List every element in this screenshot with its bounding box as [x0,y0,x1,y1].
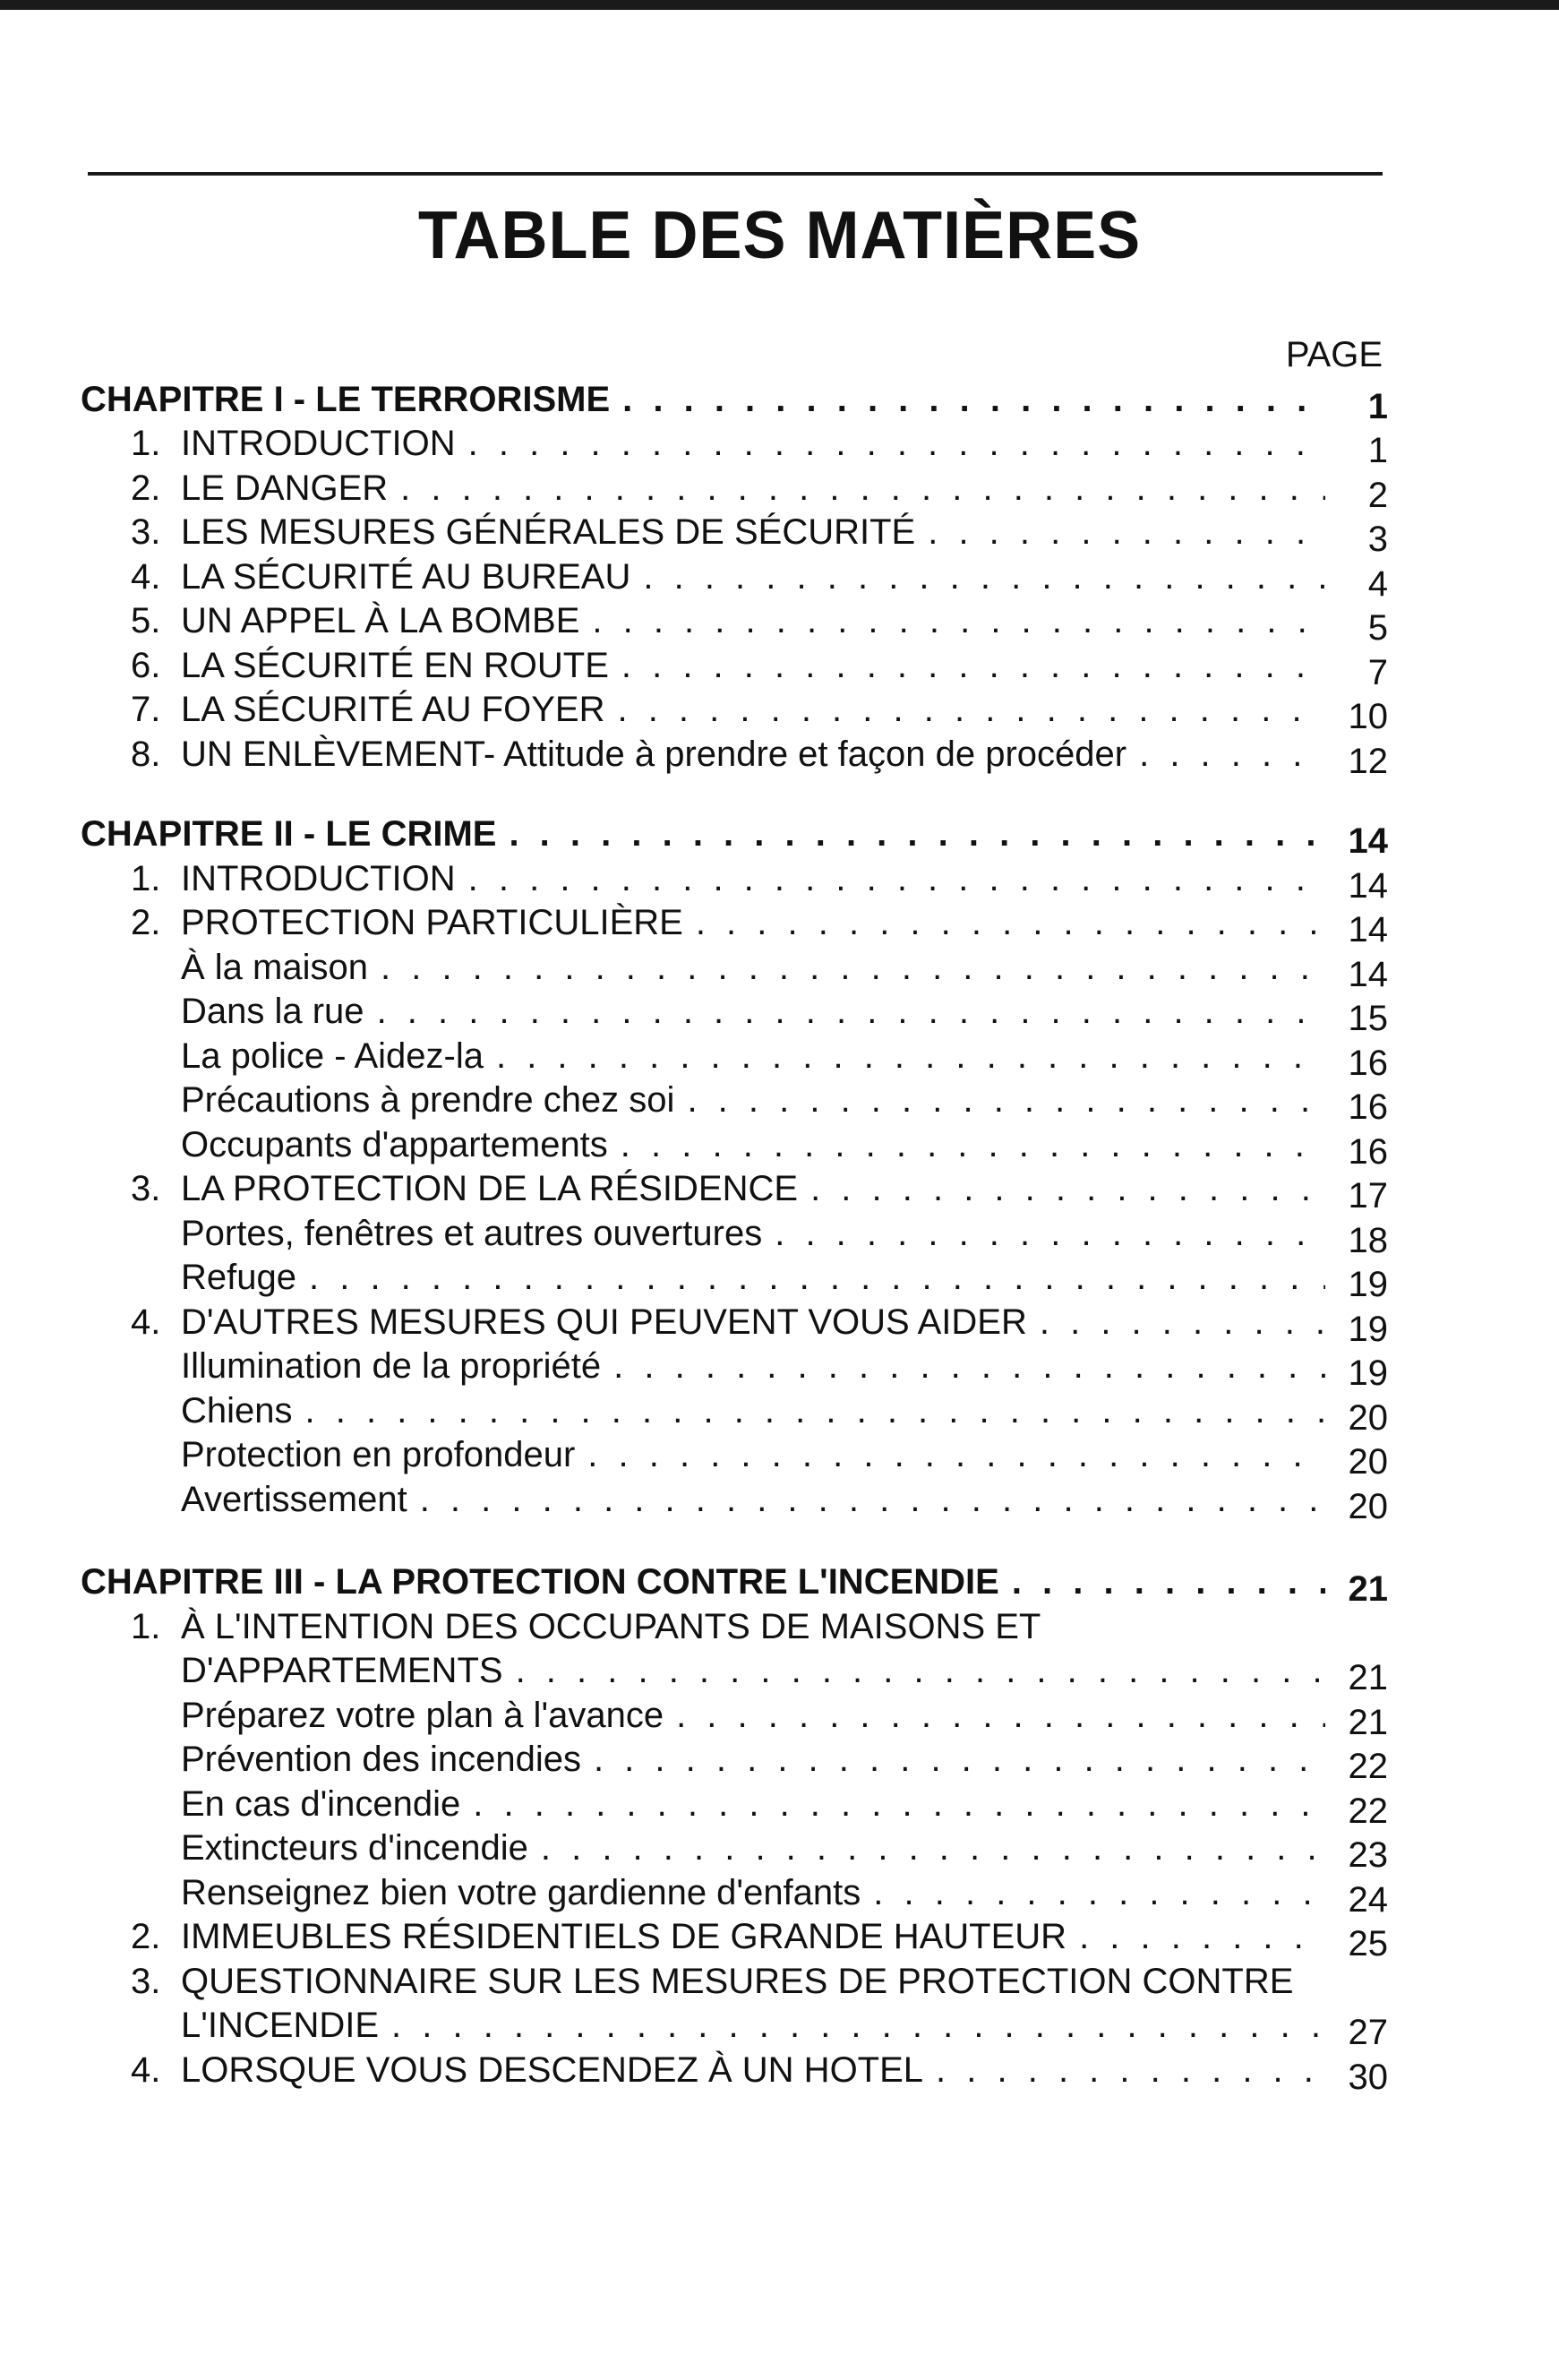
toc-entry-row[interactable] [81,857,1388,906]
entry-title: LA SÉCURITÉ AU BUREAU [181,556,631,597]
dot-leader [613,1345,1325,1389]
toc-subentry-row[interactable] [81,1783,1388,1831]
dot-leader [381,946,1325,991]
toc-entry-row[interactable] [81,555,1388,604]
entry-page-number: 5 [1367,608,1388,648]
entry-title: LA SÉCURITÉ AU FOYER [181,690,605,729]
dot-leader [687,1078,1325,1123]
toc-subentry-row[interactable] [81,990,1388,1038]
entry-page-number: 3 [1367,520,1388,559]
entry-page-number: 17 [1348,1176,1388,1216]
toc-entry-row[interactable] [81,2049,1388,2097]
toc-subentry-row[interactable] [81,1738,1388,1786]
dot-leader [309,1256,1325,1301]
toc-entry-row[interactable] [81,1605,1388,1650]
entry-number: 2. [131,1917,161,1956]
entry-title: PROTECTION PARTICULIÈRE [181,903,683,942]
entry-page-number: 14 [1348,910,1388,949]
entry-title: INTRODUCTION [181,424,456,463]
dot-leader [420,1478,1325,1523]
entry-title: Renseignez bien votre gardienne d'enfants [181,1872,861,1912]
title-rule [88,172,1383,176]
dot-leader [468,422,1325,467]
entry-page-number: 4 [1367,563,1388,604]
toc-entry-continuation-row [81,2004,1388,2052]
chapter-spacer [81,777,1388,812]
entry-page-number: 15 [1348,999,1388,1038]
toc-subentry-row[interactable] [81,1389,1388,1438]
chapter-spacer [81,1522,1388,1560]
entry-title: En cas d'incendie [181,1783,461,1824]
entry-title: D'AUTRES MESURES QUI PEUVENT VOUS AIDER [181,1302,1027,1342]
dot-leader [928,511,1325,555]
entry-title: Protection en profondeur [181,1435,576,1474]
entry-page-number: 19 [1348,1309,1388,1349]
toc-subentry-row[interactable] [81,946,1388,994]
entry-title: La police - Aidez-la [181,1035,484,1076]
entry-title: Occupants d'appartements [181,1124,608,1164]
dot-leader [617,688,1325,733]
entry-number: 2. [131,903,161,942]
dot-leader [643,555,1325,600]
toc-subentry-row[interactable] [81,1826,1388,1875]
entry-number: 8. [131,734,161,774]
entry-number: 3. [131,512,161,552]
dot-leader [468,857,1325,902]
entry-number: 1. [131,858,161,898]
entry-page-number: 30 [1348,2057,1388,2097]
entry-number: 4. [131,556,161,597]
entry-page-number: 21 [1348,1702,1388,1742]
chapter-page-number: 1 [1367,386,1388,426]
entry-title: INTRODUCTION [181,858,456,898]
table-of-contents [81,333,1388,2097]
entry-page-number: 19 [1348,1265,1388,1304]
dot-leader [496,1035,1325,1079]
entry-title: Refuge [181,1258,296,1297]
toc-subentry-row[interactable] [81,1433,1388,1482]
dot-leader [400,467,1325,511]
chapter-title: CHAPITRE I - LE TERRORISME [81,379,611,419]
page-title: TABLE DES MATIÈRES [417,198,1142,273]
chapter-title: CHAPITRE III - LA PROTECTION CONTRE L'INCENDIE [81,1562,999,1602]
entry-title: Prévention des incendies [181,1740,581,1779]
entry-page-number: 22 [1348,1747,1388,1786]
toc-entry-row[interactable] [81,599,1388,648]
entry-title: Portes, fenêtres et autres ouvertures [181,1213,763,1253]
entry-page-number: 10 [1348,697,1388,736]
entry-page-number: 14 [1348,954,1388,994]
dot-leader [676,1694,1325,1739]
entry-page-number: 1 [1367,431,1388,470]
entry-page-number: 16 [1348,1131,1388,1172]
dot-leader [516,1649,1325,1694]
entry-page-number: 22 [1348,1791,1388,1831]
chapter-heading-row[interactable] [81,378,1388,426]
entry-number: 1. [131,1606,161,1646]
chapter-heading-row[interactable] [81,812,1388,861]
toc-subentry-row[interactable] [81,1345,1388,1393]
entry-title: Avertissement [181,1479,407,1519]
dot-leader [1012,1560,1325,1605]
toc-entry-continuation-row [81,1649,1388,1697]
entry-title: Précautions à prendre chez soi [181,1080,675,1120]
dot-leader [594,1738,1325,1783]
entry-number: 2. [131,468,161,508]
toc-entry-row[interactable] [81,422,1388,470]
chapter-page-number: 21 [1348,1569,1388,1609]
entry-number: 3. [131,1961,161,2001]
entry-title: LE DANGER [181,468,389,508]
chapter-page-number: 14 [1348,821,1388,861]
toc-subentry-row[interactable] [81,1871,1388,1920]
entry-title: Chiens [181,1390,293,1431]
dot-leader [621,1123,1325,1168]
entry-title: Préparez votre plan à l'avance [181,1695,664,1735]
entry-title: LA PROTECTION DE LA RÉSIDENCE [181,1169,799,1208]
entry-title: Illumination de la propriété [181,1346,602,1386]
toc-subentry-row[interactable] [81,1078,1388,1127]
entry-number: 1. [131,424,161,463]
entry-page-number: 21 [1348,1658,1388,1697]
toc-subentry-row[interactable] [81,1256,1388,1304]
dot-leader [509,812,1325,857]
entry-title: UN ENLÈVEMENT- Attitude à prendre et façon de procéder [181,734,1127,774]
scan-top-border [0,0,1559,10]
entry-page-number: 20 [1348,1397,1388,1438]
dot-leader [696,901,1325,946]
toc-entry-row[interactable] [81,1167,1388,1216]
entry-title: UN APPEL À LA BOMBE [181,601,580,640]
chapter-title: CHAPITRE II - LE CRIME [81,814,497,854]
entry-page-number: 19 [1348,1353,1388,1393]
dot-leader [810,1167,1325,1212]
toc-entry-row[interactable] [81,1960,1388,2005]
toc-subentry-row[interactable] [81,1035,1388,1083]
entry-page-number: 23 [1348,1835,1388,1875]
toc-subentry-row[interactable] [81,1694,1388,1742]
dot-leader [1040,1301,1325,1345]
entry-title-continuation: L'INCENDIE [181,2006,380,2045]
toc-subentry-row[interactable] [81,1478,1388,1526]
entry-title: LORSQUE VOUS DESCENDEZ À UN HOTEL [181,2049,924,2090]
toc-subentry-row[interactable] [81,1212,1388,1260]
entry-title-continuation: D'APPARTEMENTS [181,1651,503,1690]
entry-page-number: 16 [1348,1087,1388,1127]
dot-leader [936,2049,1325,2093]
dot-leader [621,644,1325,689]
entry-page-number: 25 [1348,1924,1388,1963]
toc-subentry-row[interactable] [81,1123,1388,1172]
entry-page-number: 24 [1348,1879,1388,1920]
dot-leader [541,1826,1325,1871]
entry-page-number: 14 [1348,865,1388,906]
entry-page-number: 20 [1348,1486,1388,1526]
entry-number: 4. [131,1302,161,1342]
dot-leader [592,599,1325,644]
dot-leader [1139,733,1325,778]
toc-entry-row[interactable] [81,733,1388,781]
entry-title: IMMEUBLES RÉSIDENTIELS DE GRANDE HAUTEUR [181,1917,1067,1956]
entry-page-number: 12 [1348,741,1388,781]
entry-title: À la maison [181,947,368,987]
toc-entry-row[interactable] [81,1301,1388,1349]
entry-page-number: 27 [1348,2013,1388,2052]
toc-entry-row[interactable] [81,688,1388,736]
entry-title: LA SÉCURITÉ EN ROUTE [181,645,609,685]
page-column-header: PAGE [1285,335,1383,374]
entry-title: À L'INTENTION DES OCCUPANTS DE MAISONS ET [181,1606,1041,1646]
dot-leader [377,990,1325,1035]
dot-leader [473,1783,1325,1827]
toc-entry-row[interactable] [81,467,1388,515]
toc-entry-row[interactable] [81,644,1388,692]
dot-leader [305,1389,1325,1434]
entry-title: QUESTIONNAIRE SUR LES MESURES DE PROTECTION CONTRE [181,1961,1294,2001]
toc-entry-row[interactable] [81,1915,1388,1963]
entry-title: Dans la rue [181,992,364,1031]
dot-leader [391,2004,1325,2049]
entry-page-number: 7 [1367,652,1388,692]
entry-page-number: 16 [1348,1043,1388,1083]
entry-number: 7. [131,690,161,729]
dot-leader [775,1212,1325,1257]
entry-title: LES MESURES GÉNÉRALES DE SÉCURITÉ [181,512,916,552]
entry-title: Extincteurs d'incendie [181,1828,528,1868]
dot-leader [587,1433,1325,1478]
entry-number: 6. [131,645,161,685]
entry-page-number: 2 [1367,475,1388,515]
dot-leader [1079,1915,1325,1960]
entry-number: 5. [131,601,161,640]
dot-leader [873,1871,1325,1916]
entry-number: 4. [131,2049,161,2090]
toc-entry-row[interactable] [81,511,1388,559]
chapter-heading-row[interactable] [81,1560,1388,1609]
entry-page-number: 20 [1348,1442,1388,1482]
entry-number: 3. [131,1169,161,1208]
dot-leader [622,378,1325,423]
entry-page-number: 18 [1348,1220,1388,1260]
toc-entry-row[interactable] [81,901,1388,949]
